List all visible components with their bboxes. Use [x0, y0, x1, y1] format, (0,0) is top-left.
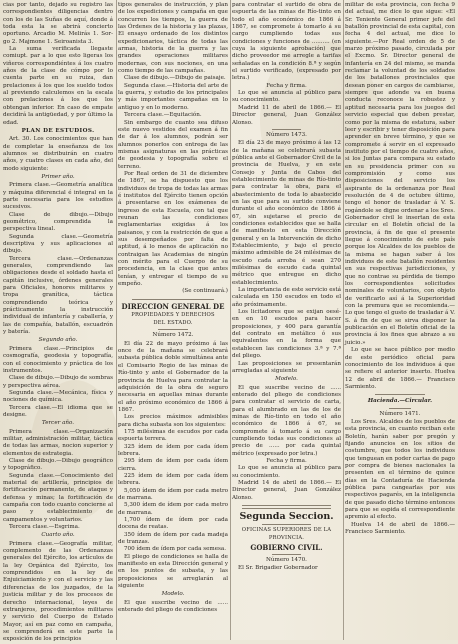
section-subheading: DEL ESTADO. — [153, 320, 193, 327]
column-2 — [118, 2, 228, 638]
paragraph: Segunda clase.—Mecánica, física y nociones de química. — [3, 389, 113, 404]
notice-number: Número 1472. — [152, 332, 194, 339]
separator — [262, 524, 311, 525]
subheading-segundo-ano: Segundo año. — [38, 337, 78, 344]
paragraph: Las proposiciones se presentarán arregladas al siguiente — [232, 360, 341, 374]
paragraph: Segunda clase.—Historia del arte de la guerra, y estudio de los principales y más importantes campañas en lo antiguo y en lo moderno. — [118, 82, 228, 111]
paragraph: Art. 30. Los conocimientos que han de completar la enseñanza de los alumnos se distribuirán en cuatro años, y cuatro clases en cada año, del modo siguiente: — [3, 136, 113, 172]
column-rule — [343, 0, 344, 640]
column-4 — [345, 2, 455, 638]
paragraph: Sin embargo de cuanto sea difuso este nuevo vestidos del examen á fin de dar á los alumnos, podrán ser alumnos ponerlos con entrega de las mismas asignaturas en las prácticas de geodesia y topografía sobre el terreno. — [118, 119, 228, 170]
paragraph: Clase de dibujo.—Dibujo de sombras y perspectiva aérea. — [3, 375, 113, 389]
paragraph: Primera clase.—Geografía militar, complemento de las Ordenanzas generales del Ejército, los artículos de la ley Orgánica del Ejército, los comprendidos en la ley de Enjuiciamiento y con el servicio y las diferencias de los juzgados, de la justicia militar y de los procesos de derecho internacional, leyes de extranjeros, procedimientos militares y servicio del Cuerpo de Estado Mayor, así en paz como en campaña, se comprenderá en este parte la exposición de los principios — [3, 540, 113, 643]
price-item: 225 ídem de ídem por cada ídem lebrera. — [118, 472, 228, 487]
paragraph: Tercera clase.—Equitación. — [124, 112, 202, 119]
price-item: 325 ídem de ídem por cada ídem lebrera. — [118, 443, 228, 457]
paragraph: Los precios máximos admisibles para dicha subasta son los siguientes: — [118, 414, 228, 428]
paragraph: Madrid 11 de abril de 1866.— El Director general, Juan González Alonso. — [232, 104, 341, 126]
notice-number: Número 1473. — [266, 131, 307, 138]
column-rule — [230, 0, 231, 640]
paragraph: Huelva 14 de abril de 1866.— Francisco Sarmiento. — [345, 521, 455, 536]
paragraph: El pliego de condiciones se halla de manifiesto en esta Dirección general y en los puntos de subasta, y las proposiciones se arreglarán al siguiente — [118, 553, 228, 590]
paragraph: Clase de dibujo.—Dibujo geográfico y topográfico. — [3, 457, 113, 472]
paragraph: El día 23 de mayo próximo á las 12 de la mañana se celebrará subasta pública ante el Gobernador Civil de la provincia de Huelva, y en este Consejo y Junta de Cabos del establecimiento de minas de Río-tinto para contratar la obra, para el abastecimiento de toda lo abastecido en las que para su surtido conviene durante el año económico de 1866 á 67, sin sujetarse el precio de condiciones establecidos que se halla de manifiesto en esta Dirección general y en la Intervención de dicho Establecimiento, y bajo el precio máximo admisible de 24 milésimas de escudo cada arroba é sean 270 milésimas de escudo cada quintal métrico que entregue en dicho establecimiento. — [232, 140, 341, 286]
price-item: 350 ídem de ídem por cada madeja de tranzas. — [118, 531, 228, 546]
paragraph: Por Real orden de 31 de diciembre de 1867, se ha dispuesto que los individuos de tropa de todas las armas é institutos del Ejército tienen opción á presentarse en los exámenes de ingreso de esta Escuela, con tal que reunan las condiciones reglamentarias exigidas á los paisanos, y con la restricción de que a sus desempeñados por falta de aptitud, á lo menos de aplicación no contraigan las Academias de ningún con mérito para el Cuerpo de su procedencia, en la clase que antes tenían, y entregar el tiempo de su empeño. — [118, 170, 228, 288]
paragraph: Lo que se hace público por medio de este periódico oficial para conocimiento de los individuos á que se refiere el anterior inserto. Huelva 12 de abril de 1866.— Francisco Sarmiento. — [345, 347, 455, 390]
paragraph: Madrid 14 de abril de 1866.— El Director general, Juan González Alonso. — [232, 480, 341, 501]
price-item: 5,050 ídem de ídem por cada metro de marrana. — [118, 487, 228, 501]
paragraph: cias por tanto, dejado su registro las correspondientes diligencias dentro con los de las Suñas de aquí, donde á toda esta la se abrirá concierto oportuno. Arcadio M. Melirás 1. Sor- go 2. Majmone 1. Seiroanista 3. — [3, 2, 113, 45]
paragraph: La importancia de este servicio está calculada en 150 escudos en todo el año próximamente. — [232, 287, 341, 308]
paragraph: El día 22 de mayo próximo á las once de la mañana se celebrará subasta pública doble simultánea ante el Comisario Regio de las minas de Río-tinto y ante el Gobernador de la provincia de Huelva para contratar la adquisición de la obra de seguro necesaria en aquellas minas durante el año próximo económico de 1866 á 1867. — [118, 340, 228, 413]
paragraph: Lo que se anuncia al público para su conocimiento. — [232, 90, 341, 104]
paragraph: Segunda clase.—Conocimiento del material de artillería, principios de fortificación permanente, de ataque y defensa y minas; la fortificación de campaña con todo cuanto concierne al paso y establecimiento de campamentos y voluntarios. — [3, 472, 113, 523]
section-heading-plan-de-estudios: PLAN DE ESTUDIOS. — [21, 127, 95, 134]
separator — [158, 329, 188, 330]
separator — [272, 129, 301, 130]
double-separator — [242, 505, 331, 509]
paragraph: Tercera clase.—Ordenanzas generales, comprendiendo las obligaciones desde el soldado hasta el capitán inclusive, órdenes generales para Oficiales, honores militares y tropa granítica, táctica comprendiendo teórica y prácticamente la instrucción individual de infantería y caballería, y las de compañía, batallón, escuadrón y batería. — [3, 255, 113, 336]
paragraph: Segunda clase.—Geometría descriptiva y sus aplicaciones al dibujo. — [3, 233, 113, 255]
section-subheading: OFICINAS SUPERIORES DE LA — [241, 527, 332, 534]
paragraph: Clase de dibujo.—Dibujo de paisaje. — [124, 75, 226, 82]
paragraph: Primera clase.—Geometría analítica y máquina diferencial é integral en la parte necesaria para los estudios sucesivos. — [3, 182, 113, 211]
separator — [389, 408, 411, 409]
column-1 — [3, 2, 113, 643]
price-item: 5,300 ídem de ídem por cada metro de marrana. — [118, 502, 228, 516]
model-heading: Modelo. — [275, 376, 298, 383]
paragraph: Lo que se anuncia al público para su conocimiento. — [232, 465, 341, 479]
separator — [132, 299, 214, 300]
paragraph: El que suscribe vecino de ...... enterado del pliego de condiciones para contratar el servicio de carta, para el alumbrado en las de los de minas de Río-tinto en todo el año económico de 1866 á 67, se compromete á tomarlo á su cargo cumpliendo todas sus condiciones al precio de ...... por cada quintal métrico (expresado por letra.) — [232, 384, 341, 457]
paragraph: Primera clase.—Principios de cosmografía, geodesia y topografía, con el conocimiento y práctica de los instrumentos. — [3, 345, 113, 374]
paragraph: Tercera clase.—El idioma que se designe. — [3, 404, 113, 418]
paragraph: Los Sres. Alcaldes de los pueblos de esta provincia, en cuanto reciban este Boletín, harán saber por pregón y fijando anuncios en los sitios de costumbre, que todos los individuos que tenguean en poder cartas de pago por compra de bienes nacionales la presenten en el término de quince días en la Contaduría de Hacienda pública para cangearlas por sus respectivos pagarés, en la inteligencia de que pasado dicho término entonces para que se espida el correspondiente apremio al efecto. — [345, 418, 455, 521]
separator — [375, 394, 425, 395]
section-heading-segunda-seccion: Segunda Seccion. — [239, 511, 334, 523]
price-item: 1,700 ídem de ídem por cada docena de reatas. — [118, 517, 228, 531]
column-rule — [116, 0, 117, 640]
section-heading-hacienda: Hacienda.—Circular. — [367, 398, 433, 405]
date-signature-line: Fecha y firma. — [266, 82, 307, 89]
section-subheading: PROPIEDADES Y DERECHOS — [131, 311, 215, 318]
price-item: 700 ídem de ídem por cada semesa. — [124, 546, 226, 553]
paragraph: tipos generales de instrucción, y plan de los expediciones y campaña en que concurren los tiempos, la guerra de las Órdenes de la historia y las plazas, El ensayo ordenado de los distintos expedicionarios, táctica de todas las armas, historia de la guerra y las grandes operaciones militares modernas, con sus nociones, en una como tiempo de las campañas. — [118, 2, 228, 75]
column-3 — [232, 2, 341, 638]
paragraph: Clase de dibujo.—Dibujo geométrico, comprendida la perspectiva lineal. — [3, 211, 113, 233]
paragraph: El que suscribe vecino de ...... enterado del pliego de condiciones — [118, 599, 228, 614]
model-heading: Modelo. — [161, 591, 185, 598]
paragraph: Primera clase.—Organización militar, administración militar, táctica de todas las armas, nocion superior y elementos de estrategia. — [3, 428, 113, 457]
section-heading-direccion-general: DIRECCION GENERAL DE — [121, 301, 225, 311]
subheading-primer-ano: Primer año. — [41, 173, 75, 180]
price-item: 295 ídem de ídem por cada ídem cierra. — [118, 458, 228, 472]
paragraph: Los licitadores que se exijan oesé-en en 10 escudos para hacer proposiciones, y 400 para garantía del contrato en metálico ó sus equivalentes en la forma que establecen las condiciones 3.ª y 7.ª del pliego. — [232, 309, 341, 360]
notice-number: Número 1471. — [379, 410, 421, 417]
paragraph: Tercera clase.—Esgrima. — [9, 524, 80, 531]
paragraph: La suma verificada llegaste comiupt. par a lo que esto ligeras los viñeros correspondiéntes á los cuatro años de la clase de cómpo por lo cuenta parte en su ruiza, dan prelaciones á los que los sueldo todos al previendo calculemos en la escala con prelaciones á los que los obtengan inferior. En caso de empate decidirá la antigüedad, y por último la edad. — [3, 46, 113, 126]
paragraph: militar de esta provincia, con fecha 9 del actual, me dice lo que sigue: «El Sr. Teniente General primer jefe del batallón provincial de esta capital, con fecha 4 del actual, me dice lo siguiente.—Por Real orden de 5 de marzo próximo pasado, circulada por el Excmo. Sr. Director general de infantería en 24 del mismo, se manda reclamar la voluntad de los soldados de los batallones provinciales que desean poner en cargos de cambiarse, siempre que adonde va en buena conducta reconoce la robustez y aptitud necesaria para los juegos del servicio especial que deben prestar, como por la misma de estatura, saber leer y escribir y tener disposición para aprender en breve término, y que se compromete á servir en el expresado instituto por el tiempo de cuatro años, si los Juntas para compara su estado en su presidencia primer con su compromisión y como sus disposiciones del servicio los aspirante de la ordenanza por Real resolución de 4 de octubre último, tengo el honor de trasladar á V. S. rogándole se digne ordenar a los Sres. Gobernador civil le insertan de esta circular en el Boletín oficial de la provincia, á fin de que el presente llegue á conocimiento de este país porque los Alcaldes de los pueblos de la misma se hagan saber á los individuos de este batallón residentes en sus respectivas jurisdicciones, y que no contrae su pérdida de tiempo los correspondientes solicitudes nominales de voluntarios, con objeto de verificarlo así á la Superioridad con la premura que se recomienda.—Lo que tengo el gusto de trasladar á V. S. á fin de que se sirva disponer la publicación en el Boletín oficial de la provincia á los fines que abrazo a su juicio.» — [345, 2, 455, 346]
continuation-note: (Se continuará.) — [182, 288, 228, 295]
subheading-cuarto-ano: Cuarto año. — [41, 532, 75, 539]
paragraph: El Sr. Brigadier Gobernador — [238, 565, 318, 572]
subheading-tercer-ano: Tercer año. — [41, 420, 75, 427]
date-signature-line: Fecha y firma. — [266, 457, 307, 464]
notice-number: Número 1470. — [266, 556, 307, 563]
section-subheading: PROVINCIA. — [268, 535, 305, 542]
price-item: 175 milésimas de escudos por cada espuerta terrera. — [118, 428, 228, 443]
separator — [272, 554, 301, 555]
section-heading-gobierno-civil: GOBIERNO CIVIL. — [250, 542, 323, 552]
paragraph: para contratar el surtido de obra de espuerta de las minas de Río-tinto en todo el año económico de 1866 á 1867, se compromete á tomarlo á su cargo cumpliendo todas sus condiciones y funciones de .......... (en cuya la siguiente aprobación) que dicho proveedor me arregle a tarifas señaladas en la condición 8.ª y según el surtido verificado, (expresado por letra.) — [232, 2, 341, 82]
